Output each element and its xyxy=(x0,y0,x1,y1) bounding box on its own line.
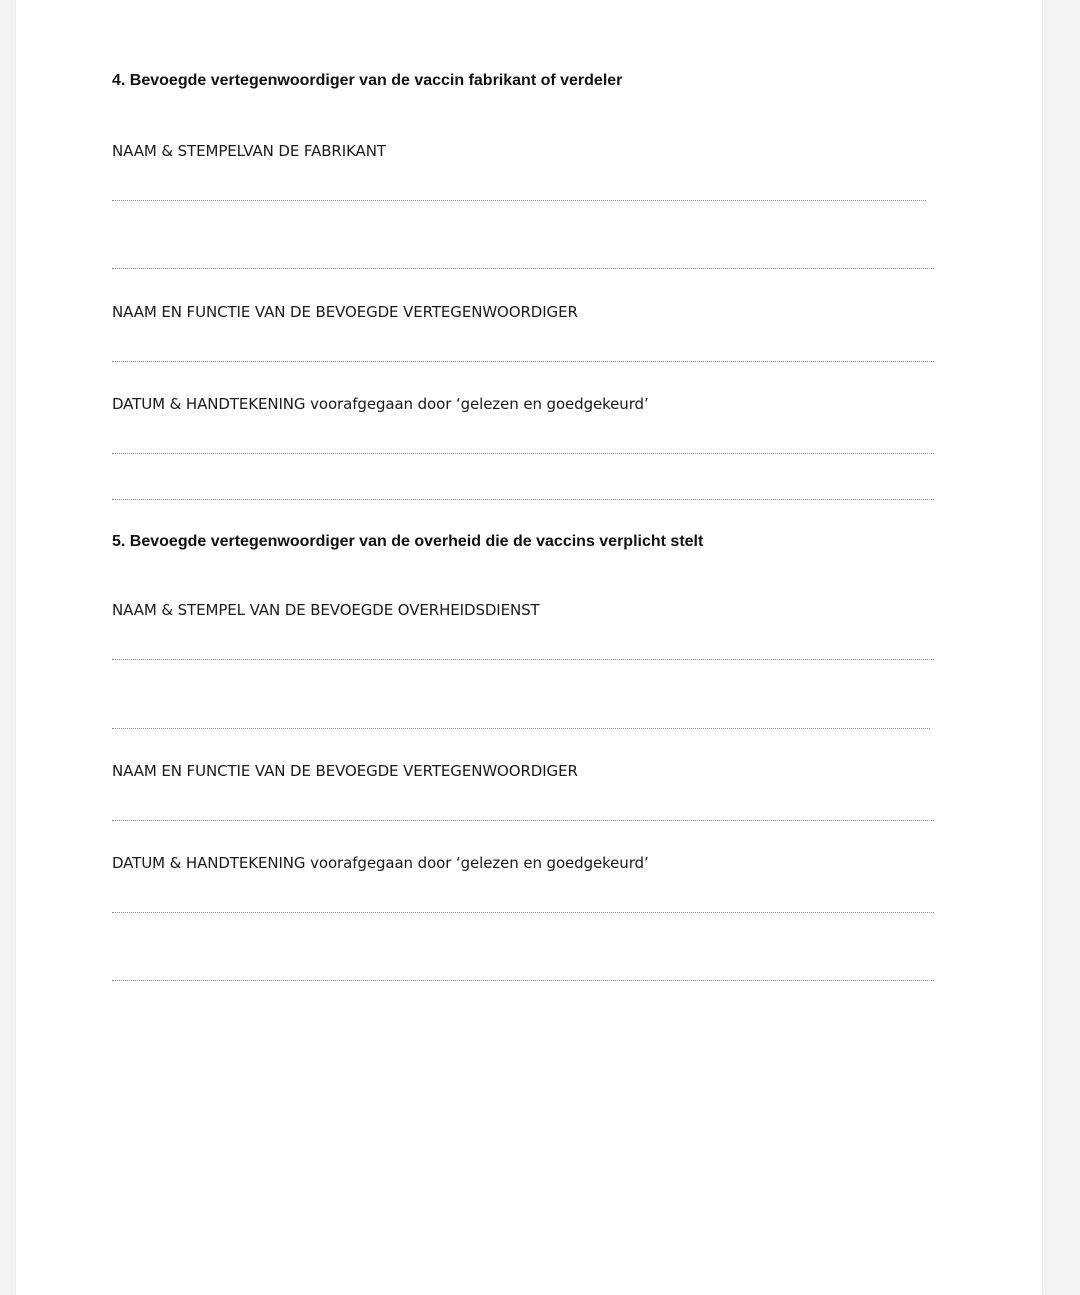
section-5-name-function-label: NAAM EN FUNCTIE VAN DE BEVOEGDE VERTEGENWOORDIGER xyxy=(112,762,578,780)
section-4-heading: 4. Bevoegde vertegenwoordiger van de vaccin fabrikant of verdeler xyxy=(112,72,623,89)
section-4-name-stamp-line-2[interactable] xyxy=(112,268,934,269)
section-4-name-function-label: NAAM EN FUNCTIE VAN DE BEVOEGDE VERTEGENWOORDIGER xyxy=(112,303,578,321)
section-4-date-signature-line-2[interactable] xyxy=(112,499,934,500)
section-5-date-signature-line-1[interactable] xyxy=(112,912,934,913)
section-5-heading: 5. Bevoegde vertegenwoordiger van de overheid die de vaccins verplicht stelt xyxy=(112,533,704,550)
section-5-name-stamp-label: NAAM & STEMPEL VAN DE BEVOEGDE OVERHEIDSDIENST xyxy=(112,601,540,619)
section-5-name-stamp-line-2[interactable] xyxy=(112,728,930,729)
section-4-date-signature-label: DATUM & HANDTEKENING voorafgegaan door ‘gelezen en goedgekeurd’ xyxy=(112,395,649,413)
section-4-date-signature-line-1[interactable] xyxy=(112,453,934,454)
section-5-date-signature-line-2[interactable] xyxy=(112,980,934,981)
section-4-name-function-line[interactable] xyxy=(112,361,934,362)
section-4-name-stamp-line-1[interactable] xyxy=(112,200,926,201)
section-4-name-stamp-label: NAAM & STEMPELVAN DE FABRIKANT xyxy=(112,142,386,160)
document-page xyxy=(16,0,1042,1295)
section-5-name-stamp-line-1[interactable] xyxy=(112,659,934,660)
section-5-name-function-line[interactable] xyxy=(112,820,934,821)
section-5-date-signature-label: DATUM & HANDTEKENING voorafgegaan door ‘gelezen en goedgekeurd’ xyxy=(112,854,649,872)
